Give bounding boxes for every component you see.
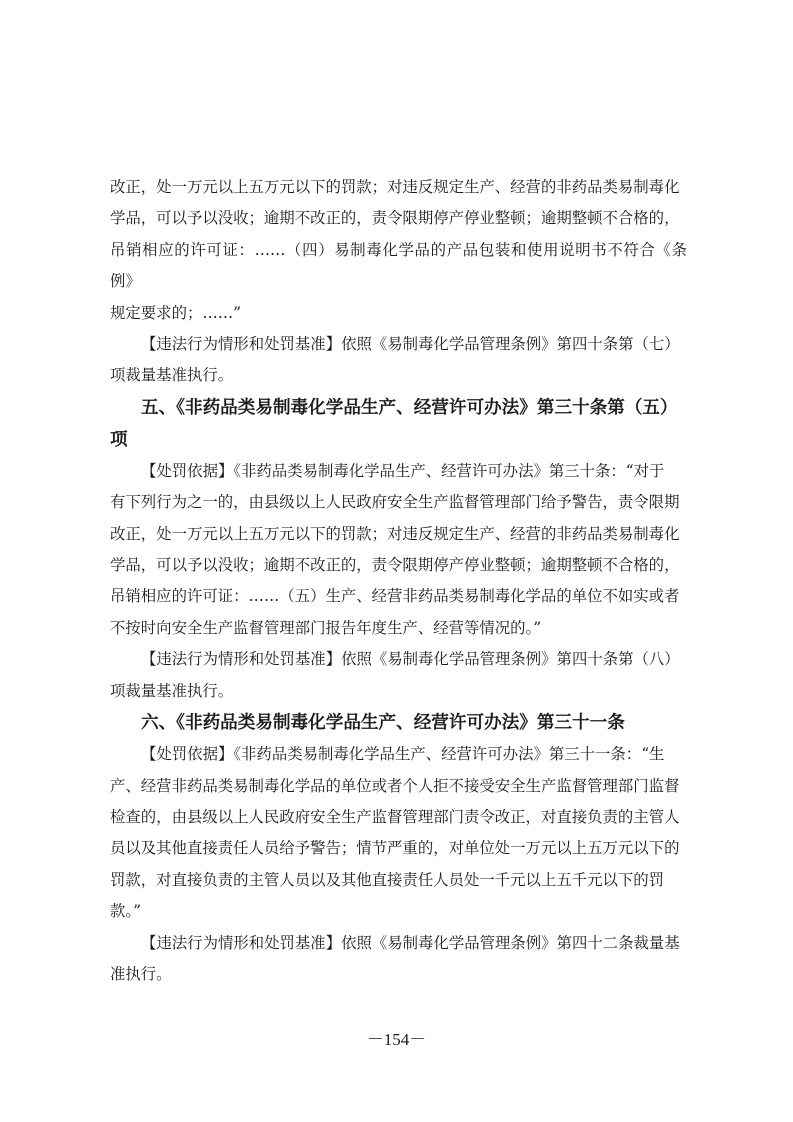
paragraph: [110, 928, 687, 991]
text-line: 【违法行为情形和处罚基准】依照《易制毒化学品管理条例》第四十二条裁量基: [141, 933, 680, 952]
text-line: 准执行。: [110, 964, 172, 983]
text-line: 五、《非药品类易制毒化学品生产、经营许可办法》第三十条第（五）: [141, 397, 678, 418]
text-line: 员以及其他直接责任人员给予警告；情节严重的，对单位处一万元以上五万元以下的: [110, 839, 680, 858]
text-line: 不按时向安全生产监督管理部门报告年度生产、经营等情况的。”: [110, 618, 542, 637]
text-line: 检查的，由县级以上人民政府安全生产监督管理部门责令改正，对直接负责的主管人: [110, 807, 680, 826]
document-body: [110, 172, 687, 990]
text-line: 【违法行为情形和处罚基准】依照《易制毒化学品管理条例》第四十条第（七）: [141, 335, 680, 354]
paragraph: [110, 644, 687, 707]
text-line: 【处罚依据】《非药品类易制毒化学品生产、经营许可办法》第三十一条：“生: [141, 745, 665, 764]
text-line: 吊销相应的许可证：……（五）生产、经营非药品类易制毒化学品的单位不如实或者: [110, 587, 680, 606]
text-line: 规定要求的；……”: [110, 303, 241, 322]
text-line: 吊销相应的许可证：……（四）易制毒化学品的产品包装和使用说明书不符合《条例》: [110, 240, 687, 291]
text-line: 款。”: [110, 902, 141, 921]
paragraph: [110, 329, 687, 392]
text-line: 项裁量基准执行。: [110, 681, 234, 700]
paragraph: [110, 172, 687, 329]
section-heading: [110, 392, 687, 456]
text-line: 有下列行为之一的，由县级以上人民政府安全生产监督管理部门给予警告，责令限期: [110, 493, 680, 512]
text-line: 罚款，对直接负责的主管人员以及其他直接责任人员处一千元以上五千元以下的罚: [110, 870, 665, 889]
page-number: －154－: [366, 1030, 427, 1049]
text-line: 项: [110, 429, 128, 450]
section-heading: [110, 707, 687, 739]
text-line: 项裁量基准执行。: [110, 366, 234, 385]
text-line: 【违法行为情形和处罚基准】依照《易制毒化学品管理条例》第四十条第（八）: [141, 650, 680, 669]
text-line: 【处罚依据】《非药品类易制毒化学品生产、经营许可办法》第三十条：“对于: [141, 461, 665, 480]
text-line: 学品，可以予以没收；逾期不改正的，责令限期停产停业整顿；逾期整顿不合格的，: [110, 556, 680, 575]
text-line: 六、《非药品类易制毒化学品生产、经营许可办法》第三十一条: [141, 713, 625, 734]
text-line: 产、经营非药品类易制毒化学品的单位或者个人拒不接受安全生产监督管理部门监督: [110, 776, 680, 795]
paragraph: [110, 739, 687, 927]
text-line: 学品，可以予以没收；逾期不改正的，责令限期停产停业整顿；逾期整顿不合格的，: [110, 209, 680, 228]
paragraph: [110, 456, 687, 644]
text-line: 改正，处一万元以上五万元以下的罚款；对违反规定生产、经营的非药品类易制毒化: [110, 178, 680, 196]
text-line: 改正，处一万元以上五万元以下的罚款；对违反规定生产、经营的非药品类易制毒化: [110, 524, 680, 543]
